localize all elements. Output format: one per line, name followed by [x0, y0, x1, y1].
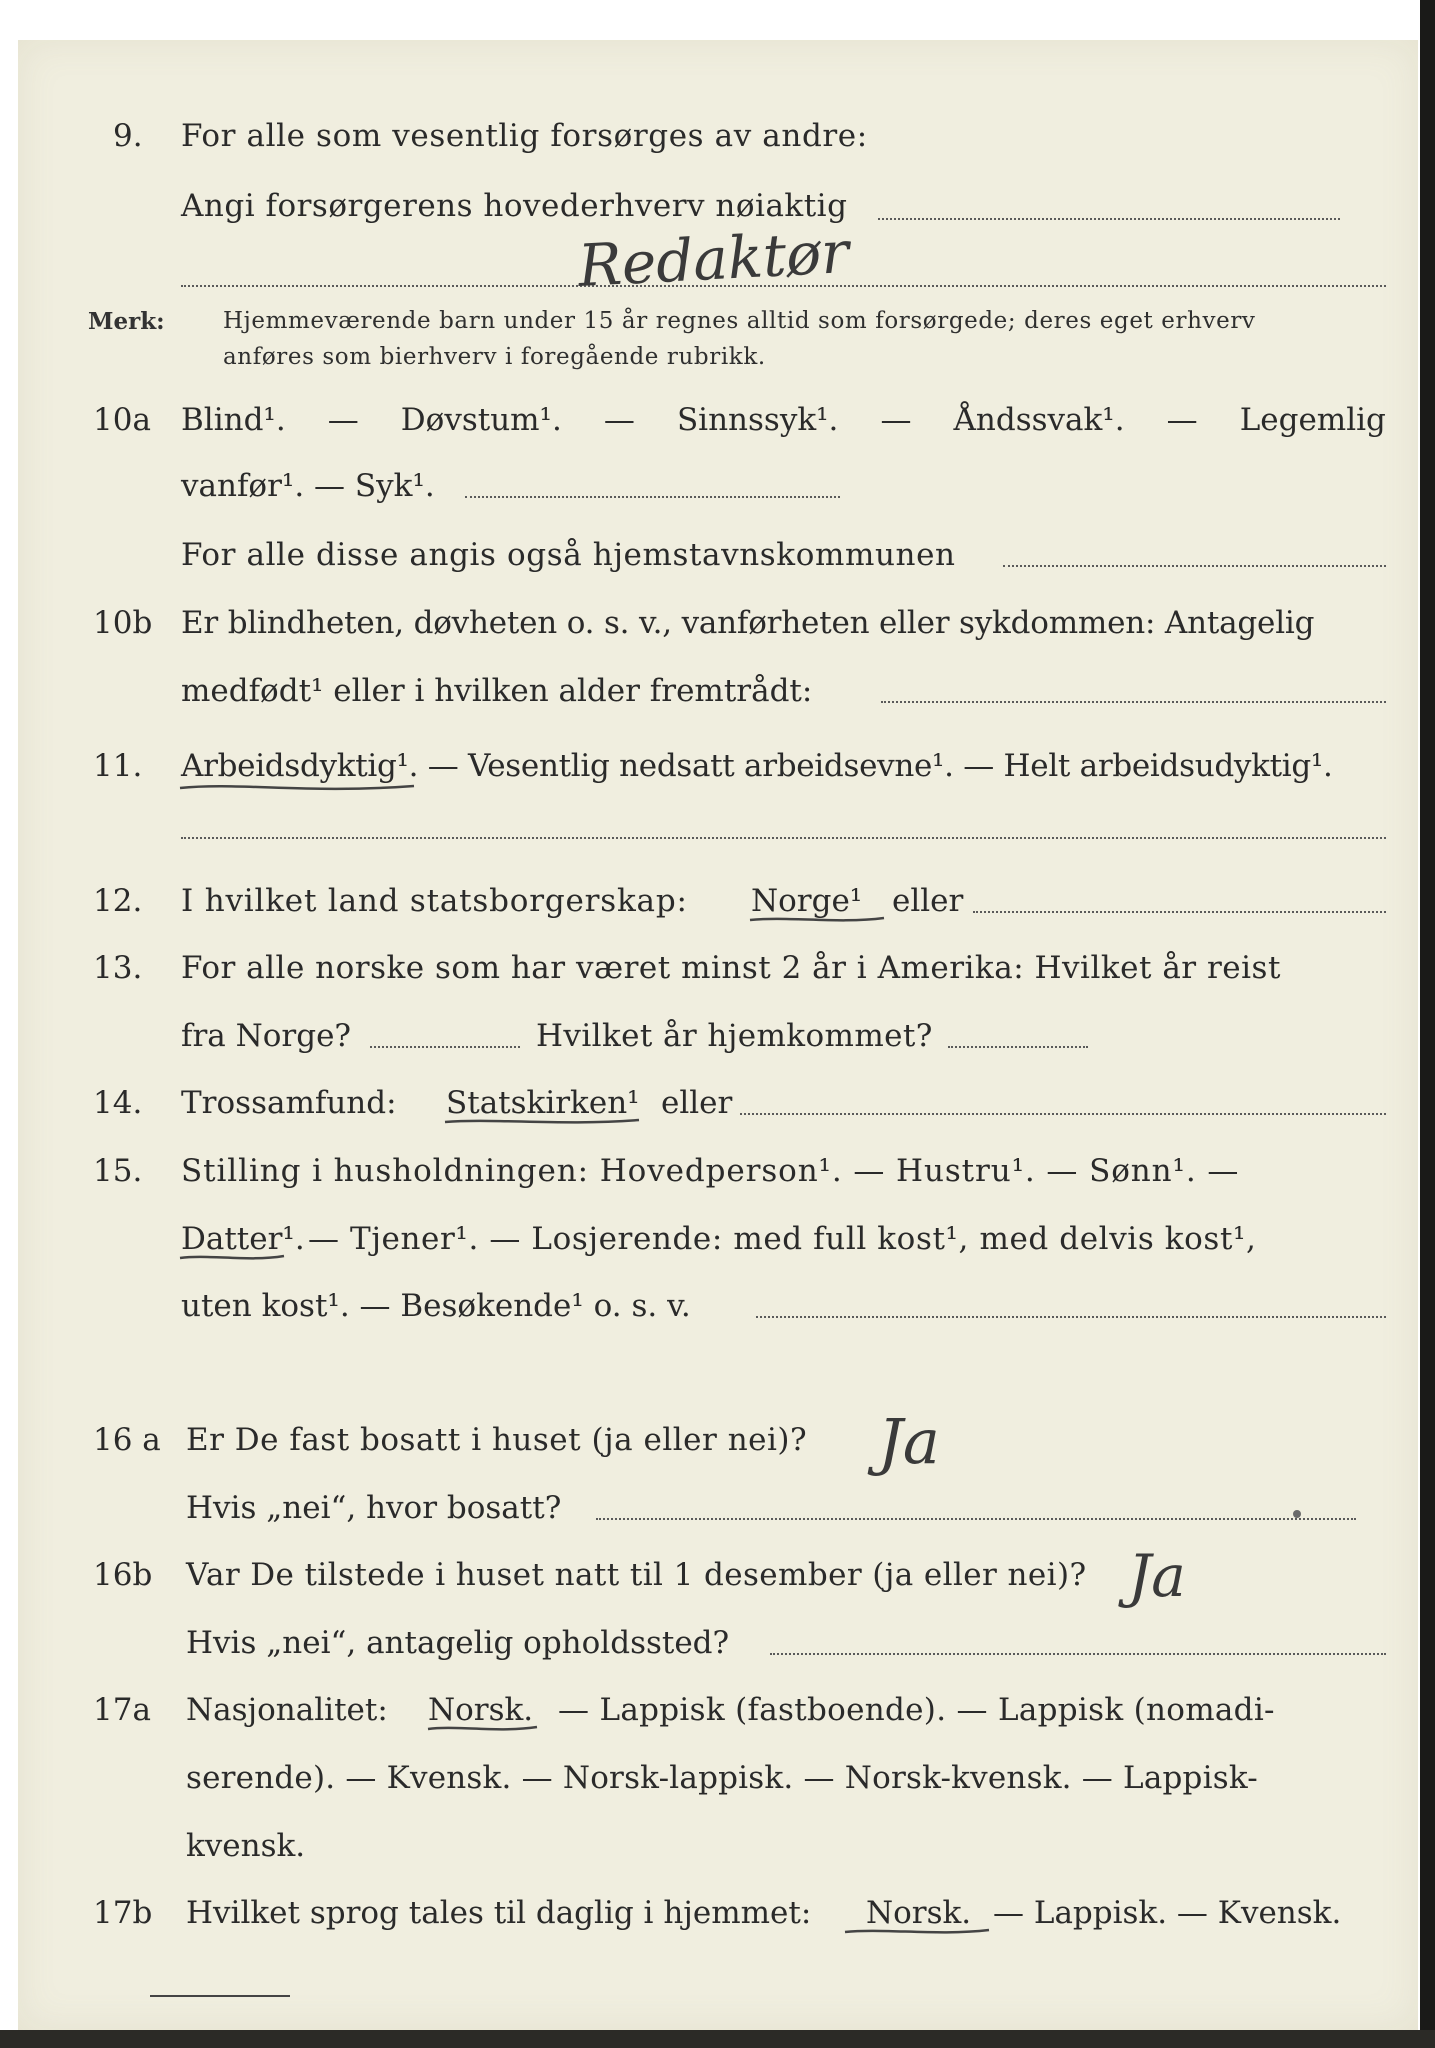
q12-answer-line [973, 911, 1386, 913]
q14-handwritten-underline [443, 1114, 643, 1132]
scan-border-bottom [0, 2030, 1435, 2048]
q10a-opt-andssvak: Åndssvak¹. [953, 402, 1125, 438]
q16a-line2: Hvis „nei“, hvor bosatt? [186, 1490, 562, 1526]
q15-line1: Stilling i husholdningen: Hovedperson¹. — Hustru¹. — Sønn¹. — [181, 1153, 1240, 1189]
q16a-line1: Er De fast bosatt i huset (ja eller nei)? [186, 1422, 808, 1458]
q17b-text: Hvilket sprog tales til daglig i hjemmet: [186, 1895, 812, 1931]
q14-answer-line [740, 1113, 1386, 1115]
q9-line2: Angi forsørgerens hovederhverv nøiaktig [181, 188, 848, 224]
q17b-line1c: — Lappisk. — Kvensk. [993, 1895, 1342, 1931]
q10b-number: 10b [93, 605, 153, 641]
q15-answer-line [756, 1316, 1386, 1318]
q17a-line2: serende). — Kvensk. — Norsk-lappisk. — Norsk-kvensk. — Lappisk- [186, 1760, 1258, 1796]
q12-number: 12. [93, 883, 143, 919]
q15-line3: uten kost¹. — Besøkende¹ o. s. v. [181, 1288, 691, 1324]
q11-answer-line [181, 837, 1386, 839]
q10a-opt-sinnssyk: Sinnssyk¹. [676, 402, 839, 438]
q17a-label: Nasjonalitet: [186, 1692, 388, 1728]
q16b-answer-line [770, 1653, 1386, 1655]
q10a-answer-line [465, 496, 840, 498]
q14-number: 14. [93, 1085, 143, 1121]
footnote-rule [150, 1995, 290, 1997]
q13-number: 13. [93, 950, 143, 986]
q9-handwritten-answer: Redaktør [576, 217, 851, 301]
q17a-line3: kvensk. [186, 1828, 306, 1864]
q10a-hjemstavn-line [1003, 565, 1386, 567]
merk-line2: anføres som bierhverv i foregående rubrikk. [223, 344, 766, 370]
q11-handwritten-underline [178, 778, 418, 798]
q12-eller: eller [892, 883, 964, 919]
q10a-dash-3: — [880, 402, 912, 438]
q15-datter: Datter¹. [181, 1221, 305, 1257]
q17b-handwritten-underline [843, 1924, 993, 1942]
q10b-line2: medfødt¹ eller i hvilken alder fremtrådt: [181, 673, 813, 709]
q9-number: 9. [113, 118, 143, 154]
q15-number: 15. [93, 1153, 143, 1189]
q13-line2b: Hvilket år hjemkommet? [536, 1018, 933, 1054]
q17a-norsk: Norsk. [428, 1692, 534, 1728]
q10a-number: 10a [93, 402, 151, 438]
q12-text: I hvilket land statsborgerskap: [181, 883, 688, 919]
q10a-line2: vanfør¹. — Syk¹. [181, 468, 435, 504]
q16b-line2: Hvis „nei“, antagelig opholdssted? [186, 1625, 730, 1661]
q10a-line3: For alle disse angis også hjemstavnskommunen [181, 537, 956, 573]
q11-line1: Arbeidsdyktig¹. — Vesentlig nedsatt arbeidsevne¹. — Helt arbeidsudyktig¹. [181, 748, 1333, 784]
q10b-answer-line [881, 701, 1386, 703]
q16b-number: 16b [93, 1557, 153, 1593]
q13-line1: For alle norske som har været minst 2 år i Amerika: Hvilket år reist [181, 950, 1281, 986]
q10a-dash-1: — [327, 402, 359, 438]
q17b-number: 17b [93, 1895, 153, 1931]
merk-label: Merk: [88, 308, 165, 335]
q16a-handwritten-answer: Ja [878, 1405, 940, 1478]
q13-reist-line [370, 1046, 520, 1048]
q17a-line1c: — Lappisk (fastboende). — Lappisk (nomadi- [558, 1692, 1275, 1728]
q14-statskirken: Statskirken¹ [446, 1085, 640, 1121]
scan-border-right [1420, 0, 1435, 2048]
q12-handwritten-underline [748, 912, 888, 930]
q16b-line1: Var De tilstede i huset natt til 1 desember (ja eller nei)? [186, 1557, 1087, 1593]
q10a-dash-4: — [1166, 402, 1198, 438]
q13-line2a: fra Norge? [181, 1018, 352, 1054]
q15-handwritten-underline [178, 1250, 288, 1268]
q17a-number: 17a [93, 1692, 151, 1728]
ink-speck [1293, 1510, 1301, 1518]
q15-line2b: — Tjener¹. — Losjerende: med full kost¹, med delvis kost¹, [308, 1221, 1257, 1257]
census-form-page [18, 40, 1418, 2030]
q16b-handwritten-answer: Ja [1128, 1542, 1186, 1610]
q9-line1: For alle som vesentlig forsørges av andre: [181, 118, 868, 154]
q10a-dash-2: — [603, 402, 635, 438]
q10a-options [181, 402, 1386, 438]
q13-hjemkommet-line [948, 1046, 1088, 1048]
q14-text: Trossamfund: [181, 1085, 397, 1121]
q10a-opt-legemlig: Legemlig [1239, 402, 1386, 438]
q10b-line1: Er blindheten, døvheten o. s. v., vanførheten eller sykdommen: Antagelig [181, 605, 1315, 641]
merk-line1: Hjemmeværende barn under 15 år regnes alltid som forsørgede; deres eget erhverv [223, 308, 1256, 334]
q10a-opt-blind: Blind¹. [181, 402, 286, 438]
q17b-norsk: Norsk. [866, 1895, 972, 1931]
q16a-answer-line [596, 1518, 1356, 1520]
q12-norge: Norge¹ [751, 883, 863, 919]
q9-answer-line1 [878, 218, 1340, 220]
q16a-number: 16 a [93, 1422, 161, 1458]
q14-eller: eller [661, 1085, 733, 1121]
q17a-handwritten-underline [426, 1721, 541, 1739]
q10a-opt-dovstum: Døvstum¹. [400, 402, 562, 438]
q11-number: 11. [93, 748, 143, 784]
